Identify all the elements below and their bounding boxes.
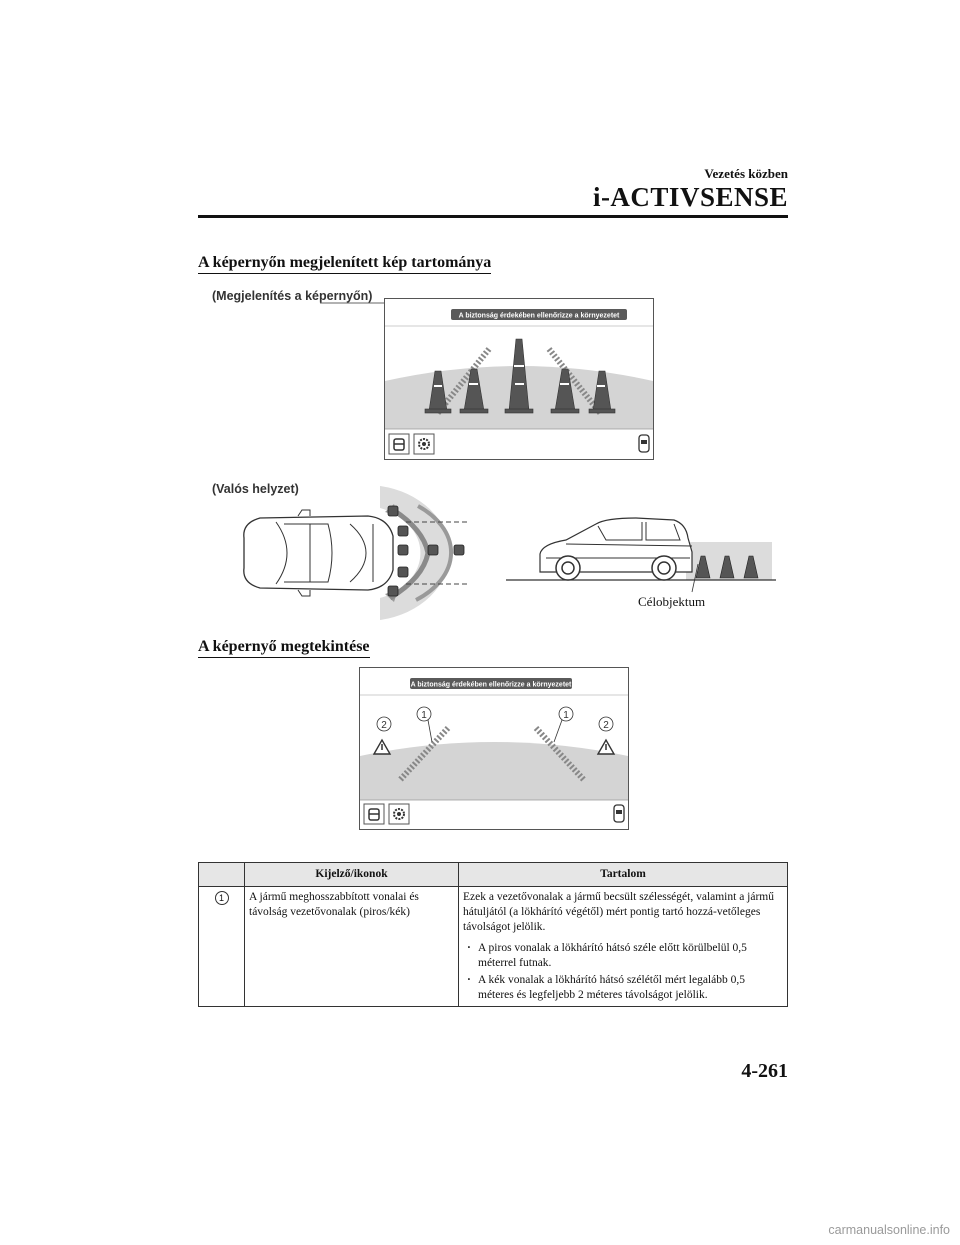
- list-item: · A piros vonalak a lökhárító hátsó széle előtt körülbelül 0,5 méterrel futnak.: [463, 941, 783, 971]
- warning-banner-text: A biztonság érdekében ellenőrizze a környezetet: [458, 312, 620, 320]
- car-sensor-icon: [639, 435, 649, 452]
- svg-text:2: 2: [603, 720, 609, 731]
- page-number: 4-261: [741, 1060, 788, 1082]
- table-cell-content: [459, 887, 788, 1007]
- watermark: carmanualsonline.info: [828, 1223, 950, 1237]
- warning-banner-text: A biztonság érdekében ellenőrizze a környezetet: [410, 681, 572, 689]
- table-header-cell: [199, 863, 245, 887]
- real-situation-label: (Valós helyzet): [212, 482, 299, 496]
- label-leader-line: [320, 299, 386, 307]
- screen-display-label: (Megjelenítés a képernyőn): [212, 289, 373, 303]
- table-cell-icon-desc: A jármű meghosszabbított vonalai és távolság vezetővonalak (piros/kék): [245, 887, 459, 1007]
- svg-text:2: 2: [381, 720, 387, 731]
- guide-lines-screen-display: [359, 667, 629, 830]
- list-item: · A kék vonalak a lökhárító hátsó szélétől mért legalább 0,5 méteres és legfeljebb 2 méteres távolságot jelölik.: [463, 973, 783, 1003]
- warning-triangle-icon-right: [598, 740, 614, 754]
- table-row: [199, 887, 788, 1007]
- header-rule: [198, 215, 788, 218]
- target-object-label: Célobjektum: [638, 594, 706, 609]
- table-cell-index: [199, 887, 245, 1007]
- chapter-subtitle: Vezetés közben: [704, 166, 788, 181]
- section-heading-display-range: A képernyőn megjelenített kép tartománya: [198, 254, 491, 274]
- chapter-title: i-ACTIVSENSE: [592, 182, 788, 212]
- camera-screen-display: [384, 298, 654, 460]
- table-header-cell: Kijelző/ikonok: [245, 863, 459, 887]
- svg-text:1: 1: [421, 710, 427, 721]
- section-heading-view-screen: A képernyő megtekintése: [198, 638, 370, 658]
- svg-text:1: 1: [563, 710, 569, 721]
- target-cone-icons: [696, 556, 758, 578]
- car-sensor-icon: [614, 805, 624, 822]
- content-intro: Ezek a vezetővonalak a jármű becsült szélességét, valamint a jármű hátuljától (a lökhárító végétől) mért pontig tartó hozzá-vetőleges távolságot jelölik.: [463, 891, 775, 933]
- info-table: [198, 862, 788, 1007]
- table-header-cell: Tartalom: [459, 863, 788, 887]
- callout-badge: 1: [215, 891, 229, 905]
- table-header-row: [199, 863, 788, 887]
- warning-triangle-icon-left: [374, 740, 390, 754]
- car-top-view-diagram: [238, 478, 480, 628]
